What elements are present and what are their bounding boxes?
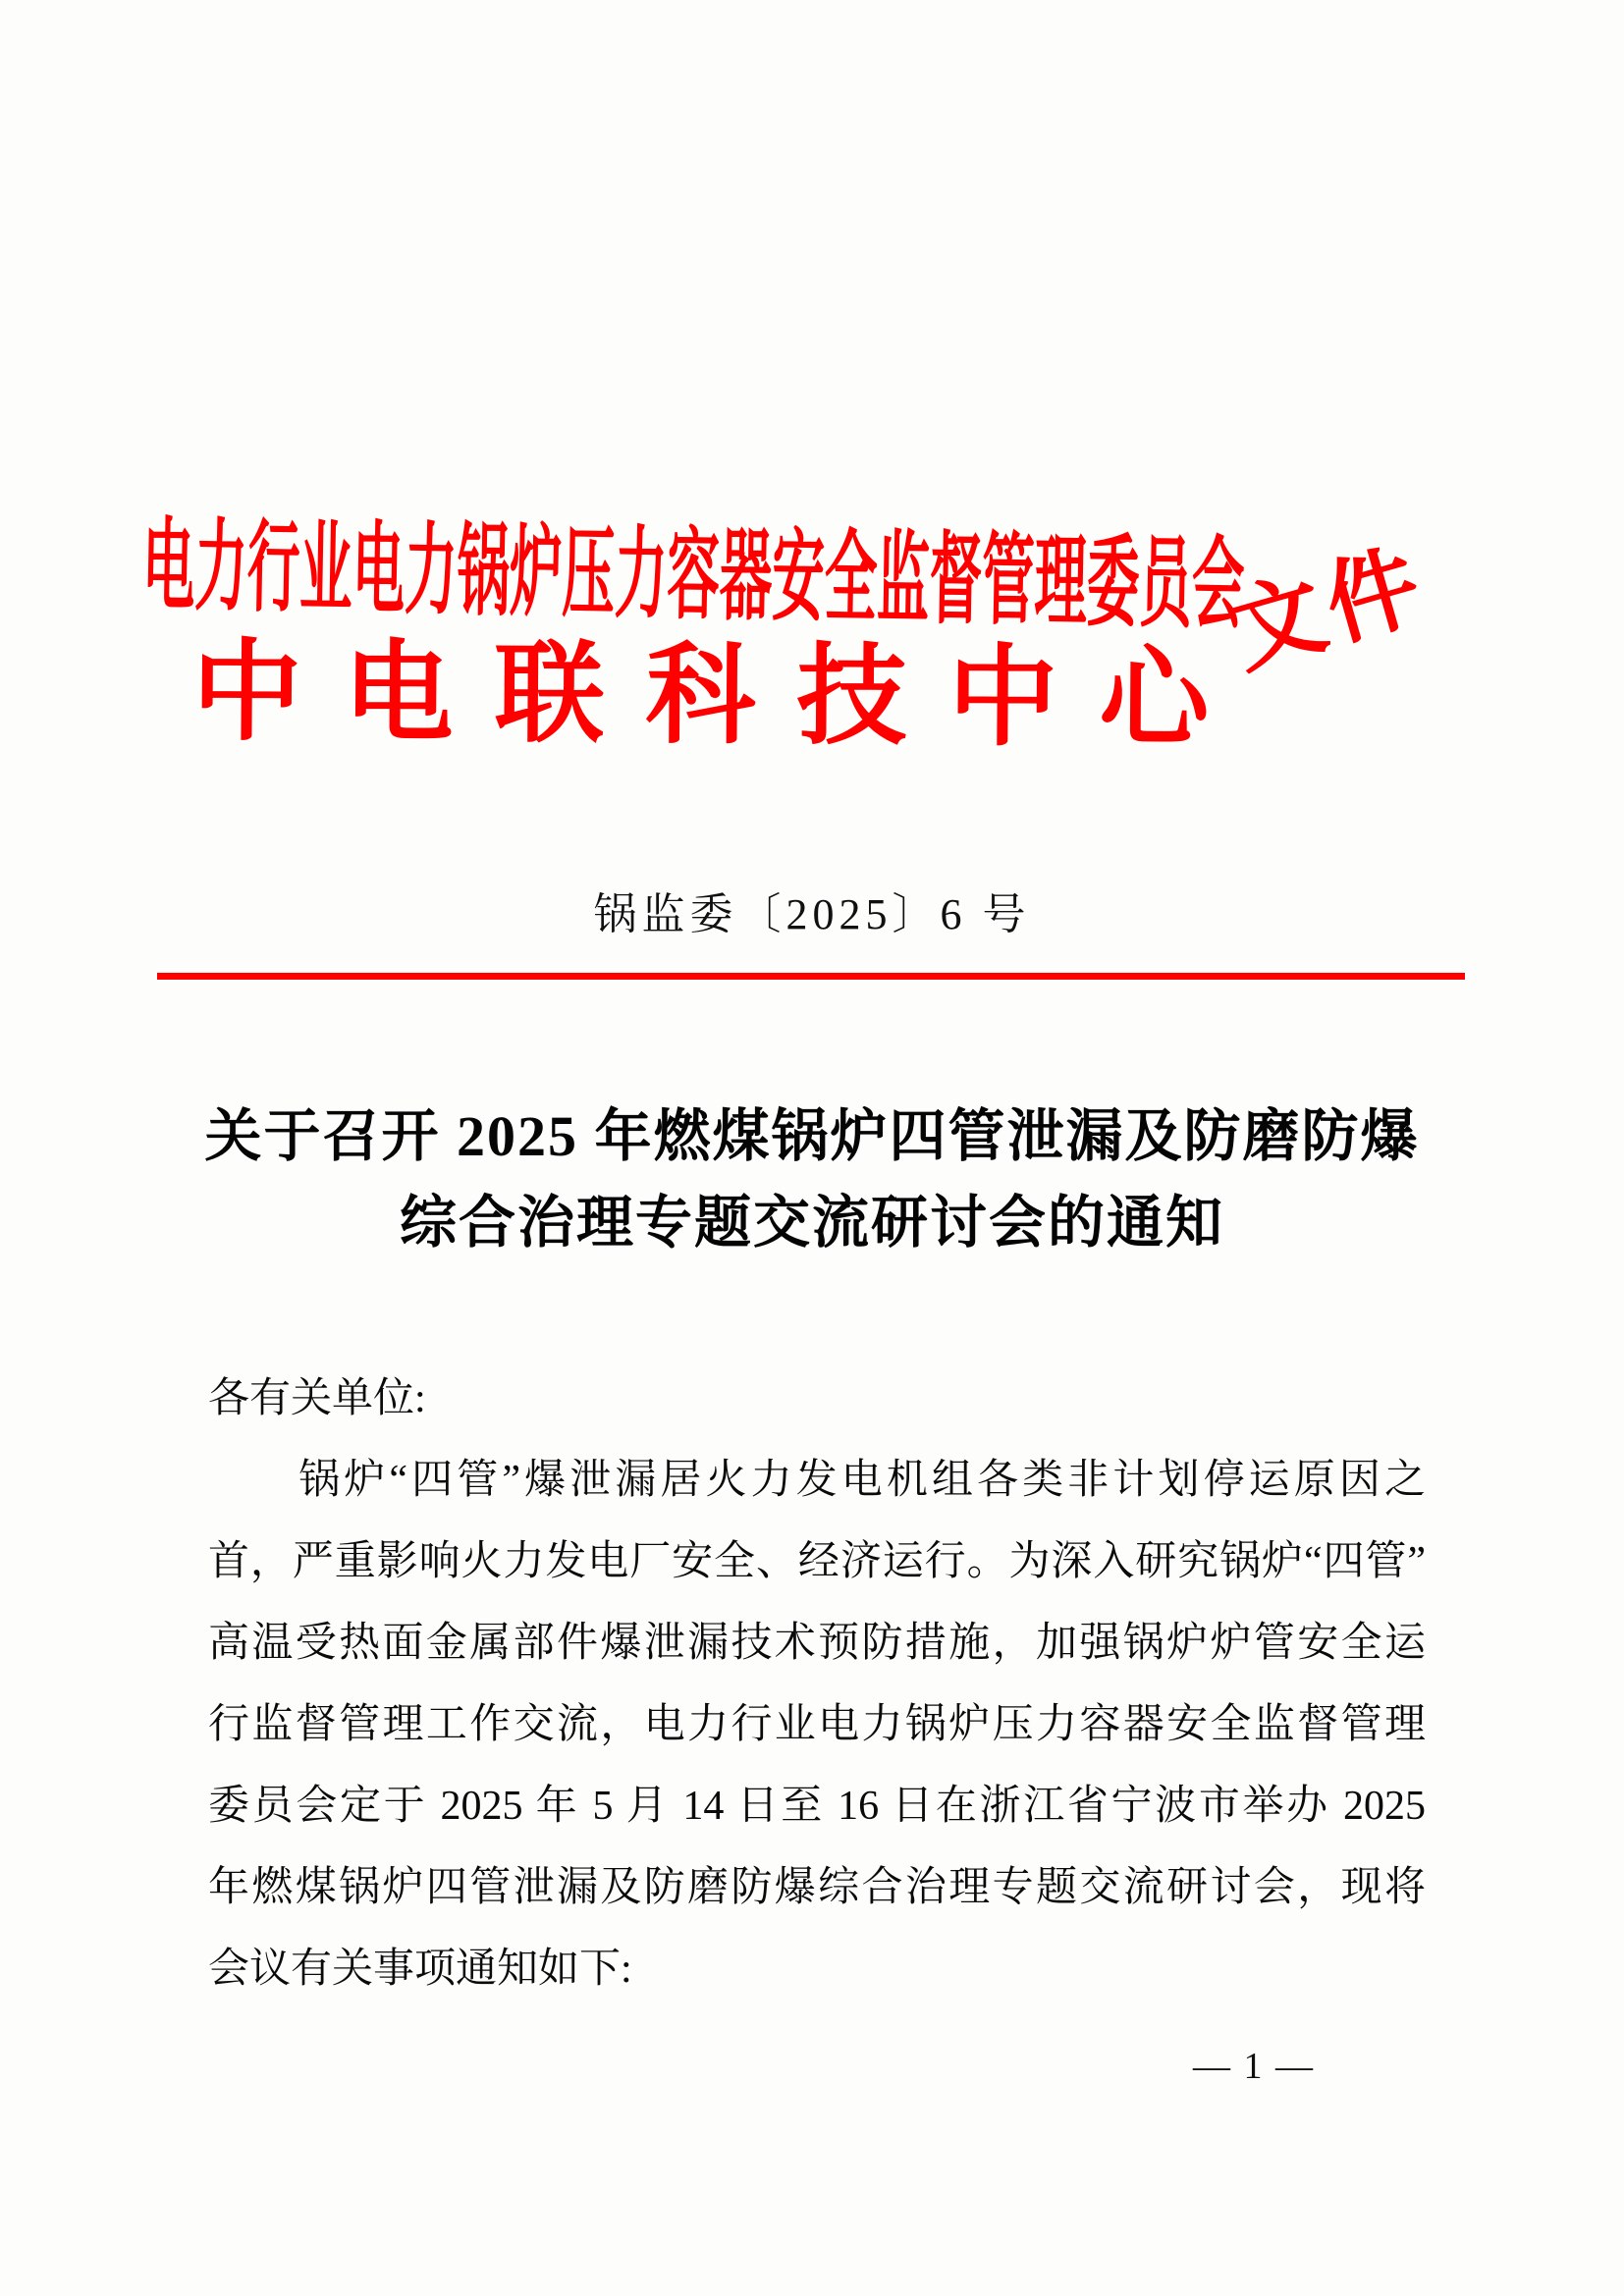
body-paragraph-line: 年燃煤锅炉四管泄漏及防磨防爆综合治理专题交流研讨会，现将 [208,1865,1426,1910]
letterhead-org-name-line1: 电力行业电力锅炉压力容器安全监督管理委员会 [141,511,1246,642]
body-paragraph-line: 首，严重影响火力发电厂安全、经济运行。为深入研究锅炉“四管” [208,1539,1426,1584]
body-paragraph-line: 行监督管理工作交流，电力行业电力锅炉压力容器安全监督管理 [208,1702,1426,1747]
document-title-line2: 综合治理专题交流研讨会的通知 [399,1191,1224,1255]
document-number: 锅监委〔2025〕6 号 [593,890,1031,938]
letterhead-doc-type-label: 文件 [1219,533,1437,686]
letterhead-org-name-line2: 中电联科技中心 [191,632,1251,762]
body-paragraph-line: 委员会定于 2025 年 5 月 14 日至 16 日在浙江省宁波市举办 2025 [208,1784,1426,1829]
document-title-line1: 关于召开 2025 年燃煤锅炉四管泄漏及防磨防爆 [204,1104,1420,1168]
document-body [208,1359,1426,2010]
page-number: — 1 — [1193,2046,1315,2087]
document-title [0,1094,1624,1266]
body-closing-line: 会议有关事项通知如下: [208,1947,632,1992]
red-divider-line [157,973,1465,980]
salutation: 各有关单位: [208,1376,426,1421]
body-paragraph-line: 高温受热面金属部件爆泄漏技术预防措施，加强锅炉炉管安全运 [208,1621,1426,1666]
body-paragraph-line: 锅炉“四管”爆泄漏居火力发电机组各类非计划停运原因之 [208,1458,1426,1503]
